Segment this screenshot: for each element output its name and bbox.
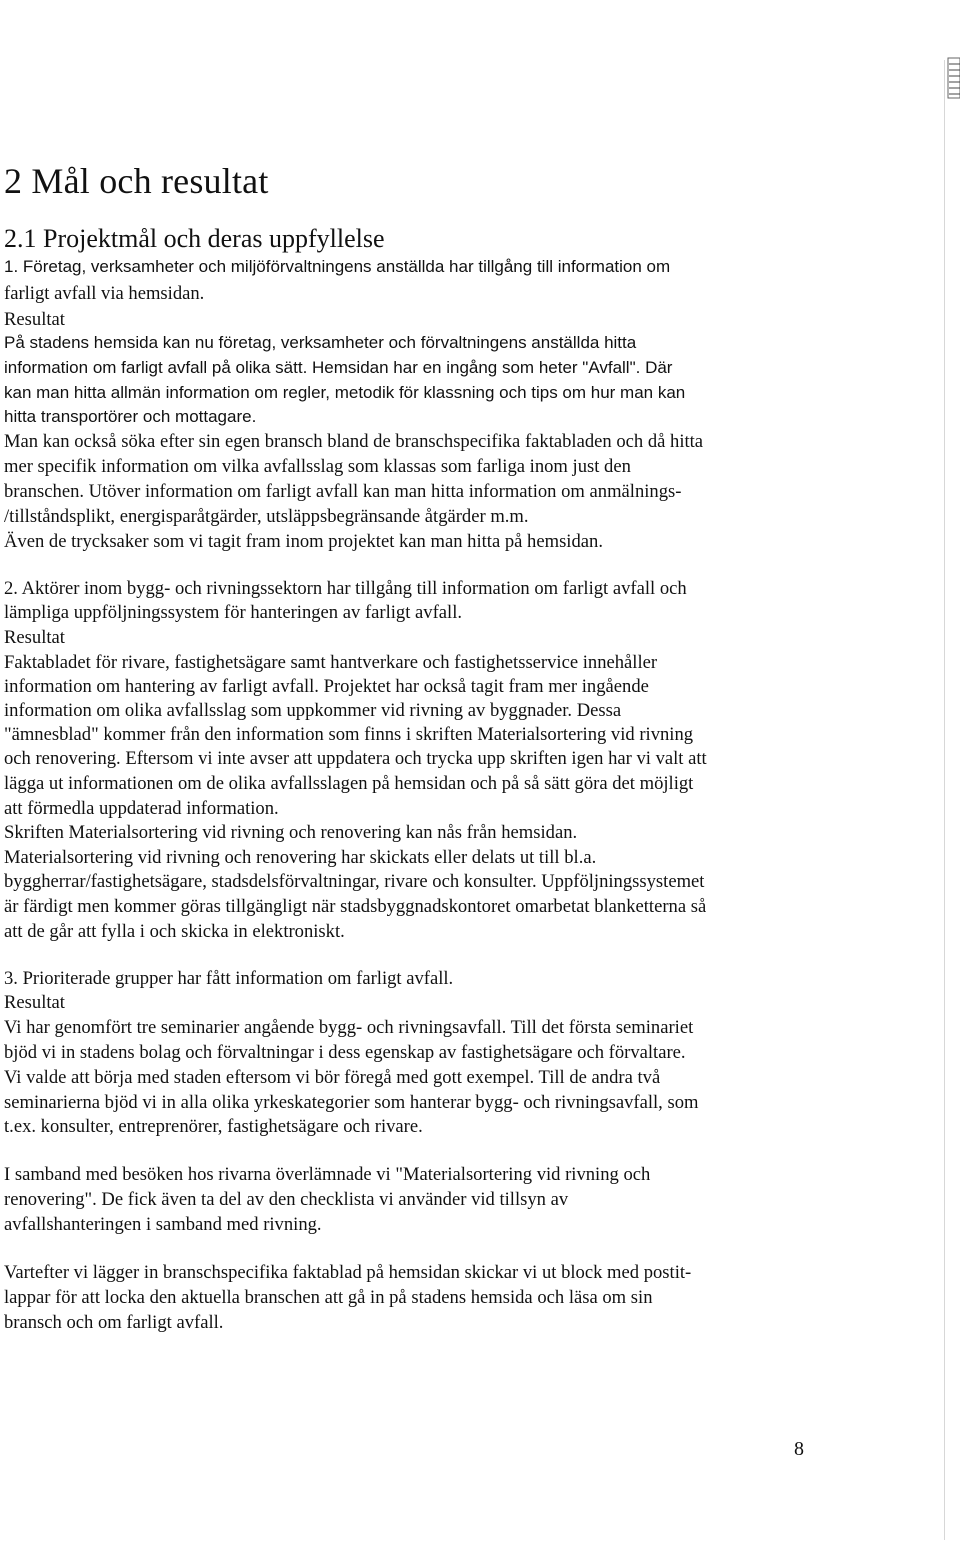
subsection-heading: 2.1 Projektmål och deras uppfyllelse [4,224,385,253]
paragraph-line: "ämnesblad" kommer från den information som finns i skriften Materialsortering vid rivning [4,724,694,745]
paragraph-line: mer specifik information om vilka avfallsslag som klassas som farliga inom just den [4,456,631,477]
paragraph-line: bjöd vi in stadens bolag och förvaltningar i dess egenskap av fastighetsägare och förvaltare. [4,1042,686,1063]
scan-edge-line [944,60,945,1540]
paragraph-line: att förmedla uppdaterad information. [4,798,279,819]
goal-1-line-1: 1. Företag, verksamheter och miljöförvaltningens anställda har tillgång till information om [4,257,671,276]
result-label-2: Resultat [4,627,65,648]
paragraph-line: t.ex. konsulter, entreprenörer, fastighetsägare och rivare. [4,1116,423,1137]
section-heading: 2 Mål och resultat [4,161,269,201]
paragraph-line: byggherrar/fastighetsägare, stadsdelsförvaltningar, rivare och konsulter. Uppföljningssystemet [4,871,705,892]
paragraph-line: lappar för att locka den aktuella branschen att gå in på stadens hemsida och läsa om sin [4,1287,653,1308]
result-label-1: Resultat [4,309,65,330]
paragraph-line: Skriften Materialsortering vid rivning och renovering kan nås från hemsidan. [4,822,578,843]
page-number: 8 [794,1438,804,1460]
paragraph-line: information om farligt avfall på olika sätt. Hemsidan har en ingång som heter "Avfall". Där [4,358,673,377]
paragraph-line: Vi valde att börja med staden eftersom vi bör föregå med gott exempel. Till de andra två [4,1067,661,1088]
goal-1-line-2: farligt avfall via hemsidan. [4,283,205,304]
paragraph-line: hitta transportörer och mottagare. [4,407,257,426]
paragraph-line: Vartefter vi lägger in branschspecifika faktablad på hemsidan skickar vi ut block med postit- [4,1262,692,1283]
paragraph-line: att de går att fylla i och skicka in elektroniskt. [4,921,345,942]
paragraph-line: seminarierna bjöd vi in alla olika yrkeskategorier som hanterar bygg- och rivningsavfall, som [4,1092,699,1113]
paragraph-line: och renovering. Eftersom vi inte avser att uppdatera och trycka upp skriften igen har vi valt att [4,748,707,769]
paragraph-line: branschen. Utöver information om farligt avfall kan man hitta information om anmälnings- [4,481,682,502]
paragraph-line: Materialsortering vid rivning och renovering har skickats eller delats ut till bl.a. [4,847,597,868]
paragraph-line: är färdigt men kommer göras tillgängligt när stadsbyggnadskontoret omarbetat blanketterna så [4,896,707,917]
paragraph-line: bransch och om farligt avfall. [4,1312,224,1333]
paragraph-line: renovering". De fick även ta del av den checklista vi använder vid tillsyn av [4,1189,569,1210]
paragraph-line: information om hantering av farligt avfall. Projektet har också tagit fram mer ingående [4,676,649,697]
paragraph-line: /tillståndsplikt, energisparåtgärder, utsläppsbegränsande åtgärder m.m. [4,506,529,527]
goal-2-line-2: lämpliga uppföljningssystem för hanteringen av farligt avfall. [4,602,463,623]
paragraph-line: Faktabladet för rivare, fastighetsägare samt hantverkare och fastighetsservice innehåller [4,652,658,673]
scan-corner-mark [944,52,960,108]
paragraph-line: På stadens hemsida kan nu företag, verksamheter och förvaltningens anställda hitta [4,333,637,352]
paragraph-line: I samband med besöken hos rivarna överlämnade vi "Materialsortering vid rivning och [4,1164,651,1185]
paragraph-line: Vi har genomfört tre seminarier angående bygg- och rivningsavfall. Till det första seminariet [4,1017,694,1038]
paragraph-line: Man kan också söka efter sin egen bransch bland de branschspecifika faktabladen och då hitta [4,431,704,452]
paragraph-line: kan man hitta allmän information om regler, metodik för klassning och tips om hur man kan [4,383,686,402]
paragraph-line: lägga ut informationen om de olika avfallsslagen på hemsidan och på så sätt göra det möjligt [4,773,694,794]
goal-2-line-1: 2. Aktörer inom bygg- och rivningssektorn har tillgång till information om farligt avfall och [4,578,687,599]
goal-3-line-1: 3. Prioriterade grupper har fått information om farligt avfall. [4,968,454,989]
paragraph-line: Även de trycksaker som vi tagit fram inom projektet kan man hitta på hemsidan. [4,531,603,552]
paragraph-line: avfallshanteringen i samband med rivning. [4,1214,322,1235]
paragraph-line: information om olika avfallsslag som uppkommer vid rivning av byggnader. Dessa [4,700,622,721]
result-label-3: Resultat [4,992,65,1013]
